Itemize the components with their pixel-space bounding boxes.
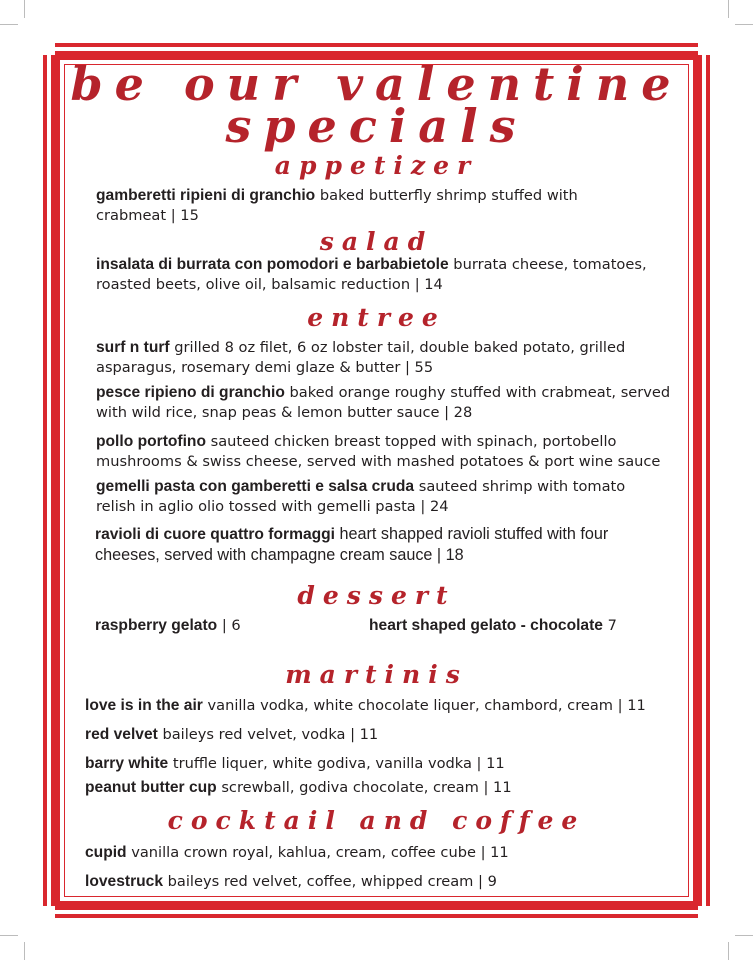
item-description: with wild rice, snap peas & lemon butter sauce | 28 — [96, 404, 473, 421]
section-heading-salad: salad — [319, 227, 434, 256]
item-name: ravioli di cuore quattro formaggi — [95, 526, 335, 543]
item-name: barry white — [85, 755, 169, 772]
crop-mark-right-bottom — [735, 935, 753, 936]
item-description: burrata cheese, tomatoes, — [448, 256, 647, 273]
menu-item — [85, 872, 497, 892]
item-name: insalata di burrata con pomodori e barbabietole — [96, 256, 449, 273]
border-notch-top-right — [698, 43, 710, 55]
item-name: pollo portofino — [96, 433, 206, 450]
menu-item — [85, 843, 509, 863]
item-description: asparagus, rosemary demi glaze & butter | 55 — [96, 359, 434, 376]
menu-item — [85, 754, 505, 774]
menu-item — [96, 432, 660, 472]
menu-item — [96, 477, 625, 517]
item-name: gemelli pasta con gamberetti e salsa cruda — [96, 478, 415, 495]
item-description: vanilla vodka, white chocolate liquer, chambord, cream | 11 — [202, 697, 646, 714]
border-notch-bottom-right — [698, 906, 710, 918]
item-description: 7 — [602, 617, 617, 634]
item-name: love is in the air — [85, 697, 203, 714]
item-description: heart shapped ravioli stuffed with four — [335, 525, 609, 543]
menu-item — [96, 186, 578, 226]
border-notch-bottom-left — [43, 906, 55, 918]
crop-mark-left-bottom — [0, 935, 18, 936]
menu-item — [85, 725, 378, 745]
menu-item — [96, 255, 647, 295]
item-name: raspberry gelato — [95, 617, 218, 634]
item-name: peanut butter cup — [85, 779, 217, 796]
crop-mark-bottom-left — [24, 942, 25, 960]
item-name: heart shaped gelato - chocolate — [369, 617, 603, 634]
menu-item — [95, 524, 608, 566]
item-description: vanilla crown royal, kahlua, cream, coffee cube | 11 — [126, 844, 509, 861]
item-description: baked butterfly shrimp stuffed with — [315, 187, 578, 204]
menu-title-line-2: specials — [225, 99, 528, 153]
item-description: relish in aglio olio tossed with gemelli pasta | 24 — [96, 498, 449, 515]
item-description: baileys red velvet, coffee, whipped cream | 9 — [163, 873, 497, 890]
crop-mark-left-top — [0, 24, 18, 25]
menu-item — [95, 616, 241, 636]
item-name: surf n turf — [96, 339, 170, 356]
item-name: red velvet — [85, 726, 158, 743]
crop-mark-top-left — [24, 0, 25, 18]
crop-mark-bottom-right — [728, 942, 729, 960]
item-description: grilled 8 oz filet, 6 oz lobster tail, double baked potato, grilled — [169, 339, 626, 356]
item-description: truffle liquer, white godiva, vanilla vodka | 11 — [168, 755, 505, 772]
item-description: roasted beets, olive oil, balsamic reduction | 14 — [96, 276, 443, 293]
section-heading-appetizer: appetizer — [274, 151, 479, 180]
item-description: screwball, godiva chocolate, cream | 11 — [216, 779, 512, 796]
item-description: sauteed shrimp with tomato — [414, 478, 626, 495]
menu-item — [369, 616, 617, 636]
section-heading-dessert: dessert — [297, 581, 456, 610]
crop-mark-top-right — [728, 0, 729, 18]
section-heading-cocktail-and-coffee: cocktail and coffee — [167, 806, 586, 835]
item-description: | 6 — [217, 617, 241, 634]
menu-item — [96, 383, 670, 423]
item-description: baileys red velvet, vodka | 11 — [157, 726, 379, 743]
item-description: mushrooms & swiss cheese, served with mashed potatoes & port wine sauce — [96, 453, 661, 470]
item-name: pesce ripieno di granchio — [96, 384, 285, 401]
crop-mark-right-top — [735, 24, 753, 25]
menu-item — [85, 778, 512, 798]
item-name: lovestruck — [85, 873, 164, 890]
item-description: cheeses, served with champagne cream sauce | 18 — [95, 546, 464, 564]
item-description: crabmeat | 15 — [96, 207, 199, 224]
item-description: baked orange roughy stuffed with crabmeat, served — [284, 384, 671, 401]
item-name: cupid — [85, 844, 127, 861]
item-description: sauteed chicken breast topped with spinach, portobello — [206, 433, 617, 450]
menu-item — [96, 338, 625, 378]
item-name: gamberetti ripieni di granchio — [96, 187, 316, 204]
menu-item — [85, 696, 646, 716]
section-heading-entree: entree — [307, 303, 446, 332]
section-heading-martinis: martinis — [285, 660, 468, 689]
menu-title-line-1: be our valentine — [70, 57, 683, 111]
border-notch-top-left — [43, 43, 55, 55]
